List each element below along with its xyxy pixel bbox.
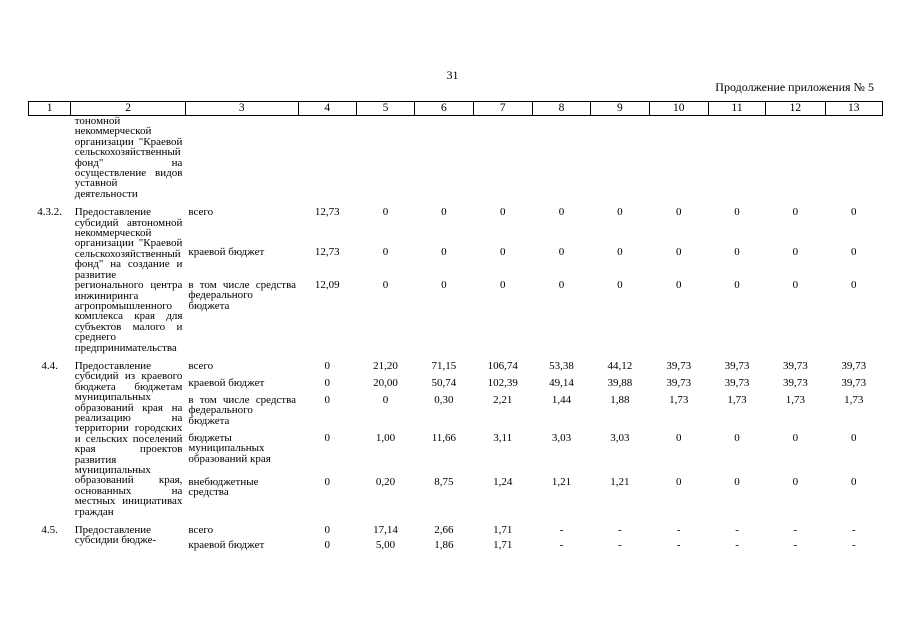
value-cell: 1,88 <box>610 393 630 406</box>
value-cell: 1,21 <box>551 475 572 488</box>
value-cell: 1,44 <box>551 393 572 406</box>
funding-source: в том числе средства федерального бюджета <box>188 393 297 427</box>
value-cell: 0 <box>675 278 682 291</box>
column-header-3: 3 <box>185 102 298 116</box>
value-cell: 0 <box>441 206 447 219</box>
value-cell: 17,14 <box>373 524 398 537</box>
funding-source: внебюджетные средства <box>188 475 259 498</box>
value-cell: 0 <box>734 206 740 219</box>
value-cell: 3,03 <box>610 432 630 445</box>
value-cell: 0 <box>851 432 857 445</box>
value-cell: 0 <box>382 245 389 258</box>
value-cell: 0 <box>558 278 565 291</box>
value-cell: 1,73 <box>785 393 805 406</box>
column-header-12: 12 <box>766 102 825 116</box>
value-cell: 20,00 <box>373 377 398 390</box>
value-cell: - <box>618 524 622 537</box>
value-cell: 1,24 <box>493 475 513 488</box>
empty-cell <box>473 116 532 200</box>
budget-table <box>28 101 883 552</box>
value-cell: 1,86 <box>434 539 454 552</box>
value-cell: 0 <box>734 278 740 291</box>
item-description: Предоставление субсидий автономной некоммерческой организации "Краевой сельскохозяйственный фонд" на создание и развитие регионального центра инжиниринга агропромышленного комплекса края для субъектов малого и среднего предпринимательства <box>74 206 183 354</box>
value-cell: 39,88 <box>607 377 633 390</box>
value-cell: - <box>618 539 622 552</box>
value-cell: 0 <box>851 475 857 488</box>
value-cell: 0 <box>499 245 506 258</box>
value-cell: 1,73 <box>844 393 864 406</box>
table-body <box>29 116 883 553</box>
value-cell: - <box>559 539 564 552</box>
value-cell: - <box>793 539 798 552</box>
column-header-1: 1 <box>29 102 71 116</box>
value-cell: 0 <box>617 206 623 219</box>
empty-cell <box>532 116 590 200</box>
value-cell: 1,21 <box>610 475 630 488</box>
value-cell: 0 <box>324 524 330 537</box>
value-cell: 39,73 <box>724 377 750 390</box>
appendix-continuation-label: Продолжение приложения № 5 <box>715 80 874 94</box>
funding-source: краевой бюджет <box>188 377 265 390</box>
value-cell: 0 <box>382 278 389 291</box>
value-cell: 0 <box>324 377 330 390</box>
value-cell: 0 <box>792 278 799 291</box>
value-cell: 3,03 <box>551 432 572 445</box>
value-cell: 0 <box>324 432 330 445</box>
funding-source: краевой бюджет <box>188 539 265 552</box>
item-description: Предоставление субсидии бюдже- <box>74 524 157 547</box>
value-cell: 53,38 <box>549 359 574 372</box>
value-cell: 0 <box>324 475 330 488</box>
value-cell: 3,11 <box>493 432 513 445</box>
value-cell: 0,30 <box>434 393 454 406</box>
value-cell: 21,20 <box>373 359 398 372</box>
value-cell: 0 <box>675 206 682 219</box>
item-code: 4.4. <box>41 359 58 372</box>
value-cell: 0 <box>324 359 330 372</box>
column-header-4: 4 <box>298 102 356 116</box>
value-cell: 0 <box>441 278 447 291</box>
table-row <box>29 199 883 243</box>
value-cell: 0 <box>734 245 740 258</box>
column-header-6: 6 <box>415 102 473 116</box>
funding-source: бюджеты муниципальных образований края <box>188 432 271 465</box>
value-cell: 39,73 <box>783 377 808 390</box>
value-cell: 0 <box>851 278 857 291</box>
value-cell: 0 <box>734 475 740 488</box>
value-cell: 12,09 <box>314 278 340 291</box>
value-cell: 0 <box>792 245 799 258</box>
column-header-7: 7 <box>473 102 532 116</box>
value-cell: 5,00 <box>375 539 396 552</box>
value-cell: 49,14 <box>549 377 574 390</box>
value-cell: - <box>676 539 681 552</box>
value-cell: 12,73 <box>314 206 340 219</box>
value-cell: 0 <box>851 206 857 219</box>
value-cell: 0 <box>441 245 447 258</box>
value-cell: 0 <box>382 206 389 219</box>
value-cell: 1,73 <box>669 393 689 406</box>
header-row <box>29 102 883 116</box>
value-cell: 0 <box>675 245 682 258</box>
empty-cell <box>415 116 473 200</box>
item-description: Предоставление субсидий из краевого бюджета бюджетам муниципальных образований края на реализацию на территории городских и сельских поселений края проектов развития муниципальных образований края, основанных на местных инициативах граждан <box>74 359 183 518</box>
value-cell: 39,73 <box>783 359 808 372</box>
column-header-11: 11 <box>708 102 765 116</box>
page-number: 31 <box>446 68 459 82</box>
value-cell: 0 <box>324 393 330 406</box>
item-code: 4.3.2. <box>37 206 62 219</box>
value-cell: 0 <box>792 206 799 219</box>
value-cell: 0 <box>499 206 506 219</box>
value-cell: 0 <box>617 278 623 291</box>
empty-cell <box>649 116 708 200</box>
item-description: тономной некоммерческой организации "Краевой сельскохозяйственный фонд" на осуществление видов уставной деятельности <box>74 115 183 200</box>
value-cell: 0 <box>617 245 623 258</box>
column-header-2: 2 <box>71 102 186 116</box>
value-cell: - <box>735 539 739 552</box>
value-cell: 1,71 <box>493 539 513 552</box>
empty-cell <box>708 116 765 200</box>
value-cell: 0 <box>558 245 565 258</box>
column-header-10: 10 <box>649 102 708 116</box>
value-cell: 0 <box>382 393 389 406</box>
empty-cell <box>185 116 298 200</box>
value-cell: 0 <box>675 475 682 488</box>
value-cell: 44,12 <box>607 359 633 372</box>
table-row <box>29 517 883 537</box>
value-cell: 2,21 <box>493 393 513 406</box>
value-cell: 1,00 <box>375 432 396 445</box>
value-cell: - <box>559 524 564 537</box>
value-cell: 1,73 <box>727 393 747 406</box>
value-cell: 1,71 <box>493 524 513 537</box>
value-cell: 102,39 <box>487 377 518 390</box>
funding-source: всего <box>188 206 214 219</box>
funding-source: всего <box>188 524 214 537</box>
value-cell: 39,73 <box>666 359 692 372</box>
empty-cell <box>591 116 649 200</box>
table-row <box>29 353 883 375</box>
value-cell: 0 <box>792 432 799 445</box>
column-header-13: 13 <box>825 102 882 116</box>
funding-source: краевой бюджет <box>188 245 265 258</box>
value-cell: - <box>851 524 856 537</box>
funding-source: всего <box>188 359 214 372</box>
funding-source: в том числе средства федерального бюджета <box>188 278 297 312</box>
value-cell: 11,66 <box>431 432 457 445</box>
value-cell: 0 <box>792 475 799 488</box>
empty-cell <box>766 116 825 200</box>
column-header-5: 5 <box>356 102 414 116</box>
value-cell: 39,73 <box>841 359 867 372</box>
value-cell: - <box>851 539 856 552</box>
value-cell: 39,73 <box>666 377 692 390</box>
value-cell: 8,75 <box>434 475 454 488</box>
value-cell: 0 <box>558 206 565 219</box>
value-cell: 0 <box>675 432 682 445</box>
value-cell: - <box>676 524 681 537</box>
value-cell: 39,73 <box>724 359 750 372</box>
column-header-8: 8 <box>532 102 590 116</box>
empty-cell <box>356 116 414 200</box>
value-cell: 0 <box>734 432 740 445</box>
item-code: 4.5. <box>41 524 58 537</box>
value-cell: 106,74 <box>487 359 518 372</box>
value-cell: 12,73 <box>314 245 340 258</box>
value-cell: 0 <box>851 245 857 258</box>
empty-cell <box>298 116 356 200</box>
value-cell: - <box>735 524 739 537</box>
value-cell: 39,73 <box>841 377 867 390</box>
value-cell: 0,20 <box>375 475 396 488</box>
table-row <box>29 116 883 200</box>
value-cell: 71,15 <box>431 359 457 372</box>
value-cell: 0 <box>499 278 506 291</box>
value-cell: 50,74 <box>431 377 457 390</box>
item-code <box>29 116 71 200</box>
column-header-9: 9 <box>591 102 649 116</box>
value-cell: 0 <box>324 539 330 552</box>
empty-cell <box>825 116 882 200</box>
value-cell: 2,66 <box>434 524 454 537</box>
value-cell: - <box>793 524 798 537</box>
